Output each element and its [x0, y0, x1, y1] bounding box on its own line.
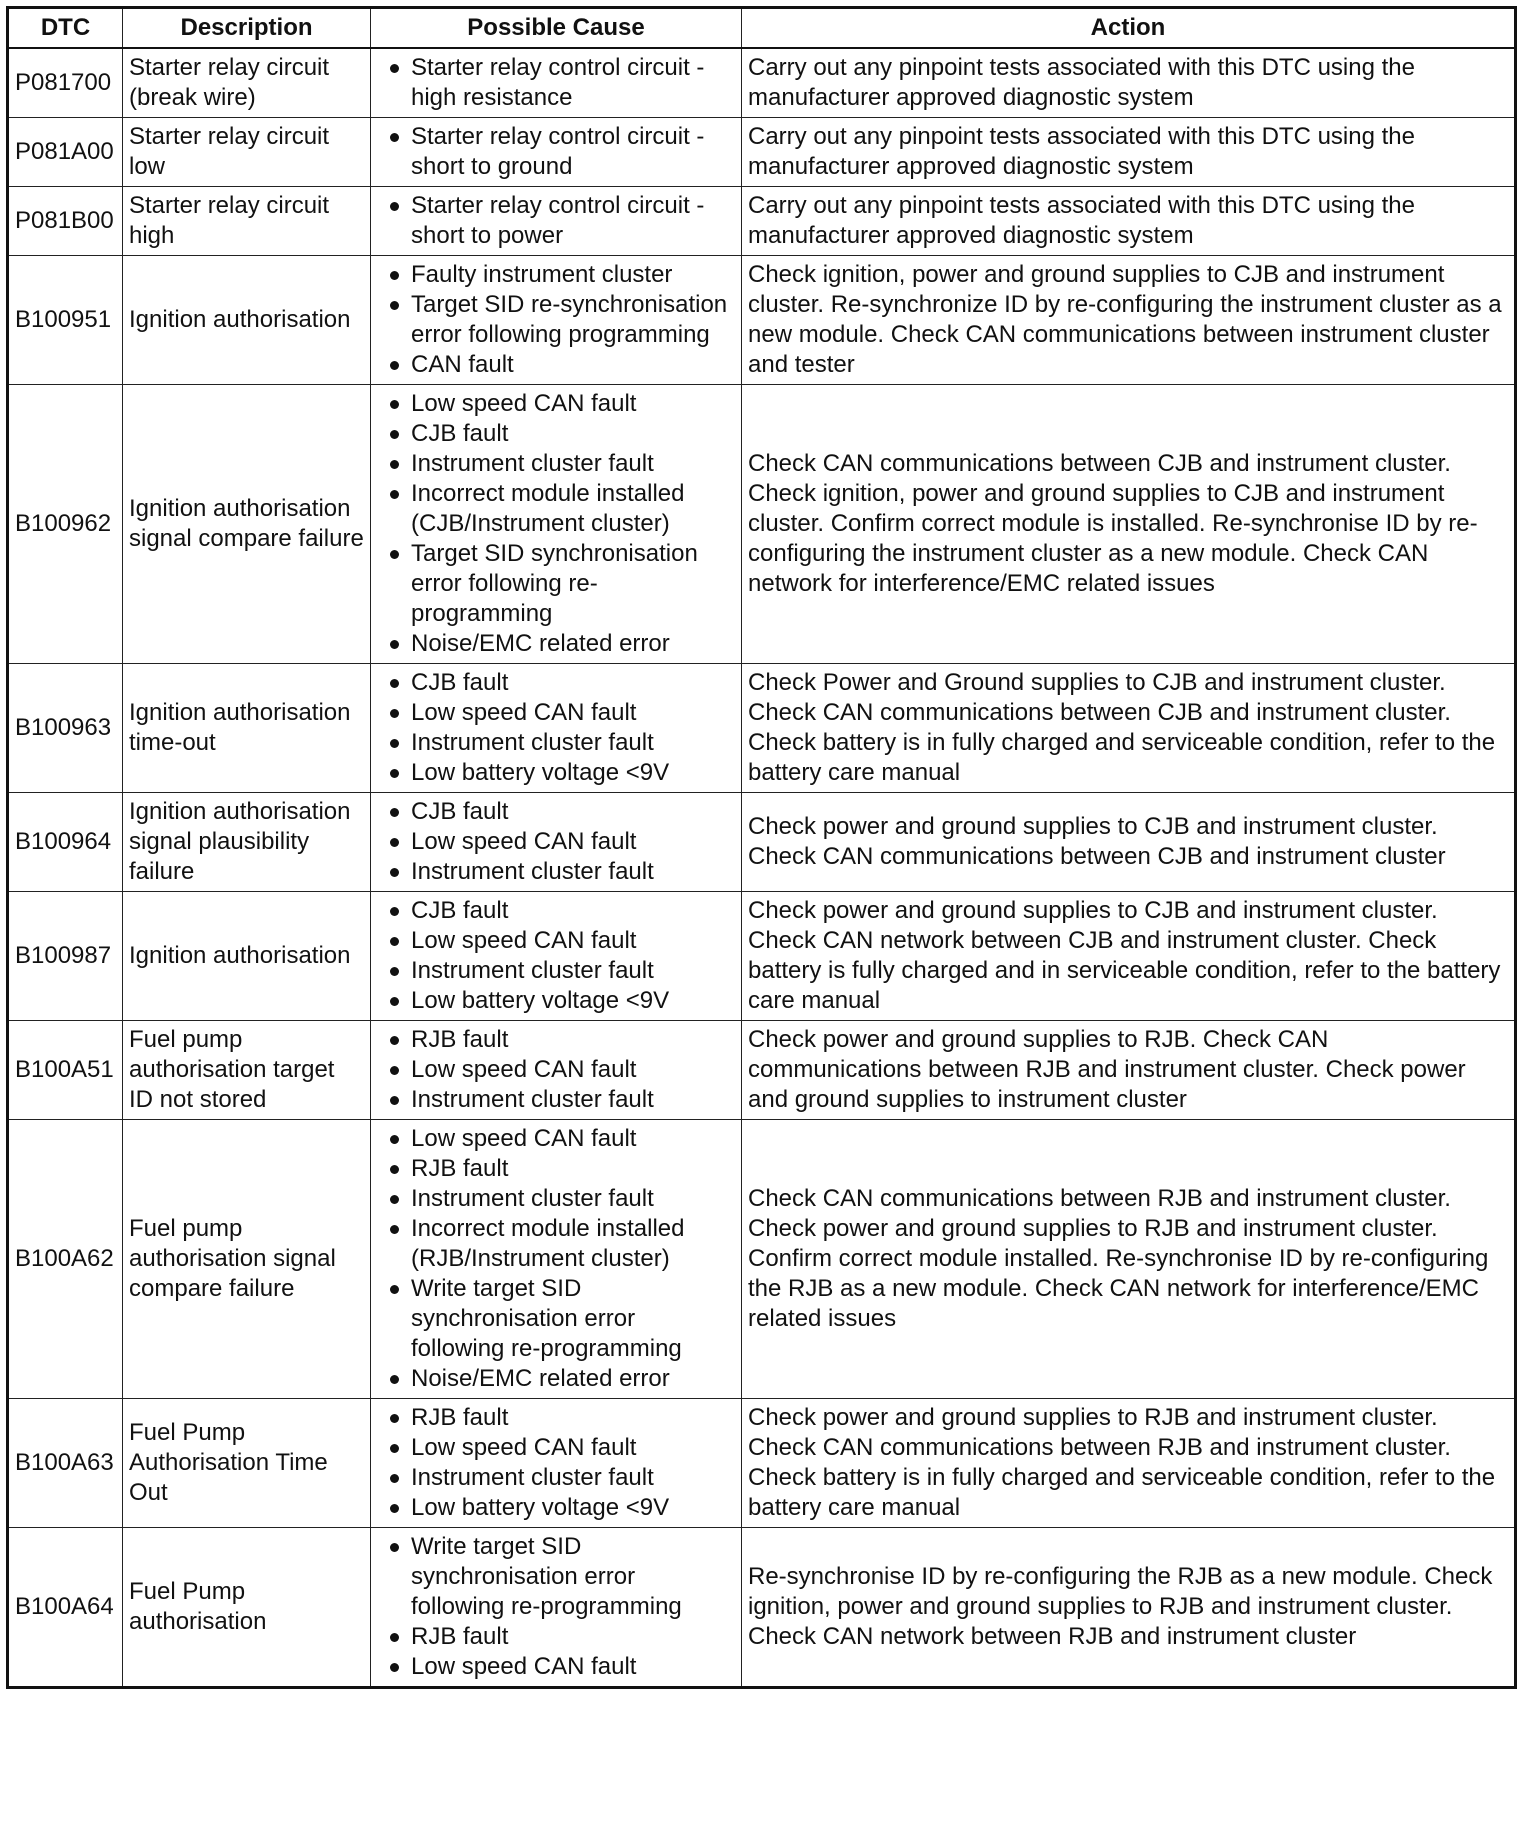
dtc-description: Starter relay circuit high	[123, 187, 371, 256]
dtc-code: P081B00	[8, 187, 123, 256]
cause-list	[377, 191, 735, 251]
dtc-description: Ignition authorisation	[123, 256, 371, 385]
dtc-description: Fuel Pump authorisation	[123, 1528, 371, 1688]
cause-item: CJB fault	[377, 419, 735, 449]
possible-cause-cell	[371, 385, 742, 664]
dtc-code: B100951	[8, 256, 123, 385]
dtc-description: Starter relay circuit low	[123, 118, 371, 187]
table-row	[8, 1120, 1516, 1399]
cause-list	[377, 53, 735, 113]
cause-item: Write target SID synchronisation error following re-programming	[377, 1274, 735, 1364]
table-row	[8, 256, 1516, 385]
cause-item: Starter relay control circuit - short to ground	[377, 122, 735, 182]
cause-item: Low speed CAN fault	[377, 1652, 735, 1682]
possible-cause-cell	[371, 48, 742, 118]
cause-item: Instrument cluster fault	[377, 956, 735, 986]
dtc-code: B100987	[8, 892, 123, 1021]
cause-list	[377, 668, 735, 788]
cause-item: CJB fault	[377, 797, 735, 827]
cause-item: Low speed CAN fault	[377, 1055, 735, 1085]
cause-item: Low battery voltage <9V	[377, 1493, 735, 1523]
table-row	[8, 385, 1516, 664]
cause-item: Instrument cluster fault	[377, 449, 735, 479]
possible-cause-cell	[371, 118, 742, 187]
action-text: Carry out any pinpoint tests associated with this DTC using the manufacturer approved diagnostic system	[742, 187, 1516, 256]
possible-cause-cell	[371, 793, 742, 892]
action-text: Re-synchronise ID by re-configuring the RJB as a new module. Check ignition, power and ground supplies to RJB and instrument cluster. Check CAN network between RJB and instrument cluster	[742, 1528, 1516, 1688]
cause-list	[377, 896, 735, 1016]
dtc-description: Ignition authorisation time-out	[123, 664, 371, 793]
dtc-code: B100A62	[8, 1120, 123, 1399]
dtc-table	[6, 6, 1517, 1689]
cause-item: Low speed CAN fault	[377, 827, 735, 857]
cause-item: Low speed CAN fault	[377, 698, 735, 728]
dtc-code: B100964	[8, 793, 123, 892]
action-text: Check ignition, power and ground supplies to CJB and instrument cluster. Re-synchronize ID by re-configuring the instrument cluster as a new module. Check CAN communications between instrument cluster and tester	[742, 256, 1516, 385]
dtc-code: B100A64	[8, 1528, 123, 1688]
cause-item: RJB fault	[377, 1403, 735, 1433]
action-text: Carry out any pinpoint tests associated with this DTC using the manufacturer approved diagnostic system	[742, 48, 1516, 118]
cause-item: Low speed CAN fault	[377, 1124, 735, 1154]
cause-list	[377, 1025, 735, 1115]
cause-item: Target SID re-synchronisation error following programming	[377, 290, 735, 350]
cause-item: Faulty instrument cluster	[377, 260, 735, 290]
cause-list	[377, 1532, 735, 1682]
table-row	[8, 187, 1516, 256]
action-text: Carry out any pinpoint tests associated with this DTC using the manufacturer approved diagnostic system	[742, 118, 1516, 187]
cause-item: Starter relay control circuit - high resistance	[377, 53, 735, 113]
cause-item: Instrument cluster fault	[377, 1085, 735, 1115]
possible-cause-cell	[371, 892, 742, 1021]
cause-item: Target SID synchronisation error following re-programming	[377, 539, 735, 629]
dtc-description: Ignition authorisation	[123, 892, 371, 1021]
cause-item: Low speed CAN fault	[377, 926, 735, 956]
table-row	[8, 48, 1516, 118]
possible-cause-cell	[371, 664, 742, 793]
table-row	[8, 1528, 1516, 1688]
cause-item: Noise/EMC related error	[377, 629, 735, 659]
table-row	[8, 1399, 1516, 1528]
action-text: Check power and ground supplies to CJB and instrument cluster. Check CAN communications between CJB and instrument cluster	[742, 793, 1516, 892]
cause-item: Low battery voltage <9V	[377, 986, 735, 1016]
cause-item: Low speed CAN fault	[377, 1433, 735, 1463]
cause-item: Low speed CAN fault	[377, 389, 735, 419]
table-row	[8, 1021, 1516, 1120]
table-row	[8, 793, 1516, 892]
possible-cause-cell	[371, 187, 742, 256]
possible-cause-cell	[371, 1021, 742, 1120]
dtc-code: P081700	[8, 48, 123, 118]
table-row	[8, 892, 1516, 1021]
cause-list	[377, 122, 735, 182]
dtc-description: Ignition authorisation signal compare failure	[123, 385, 371, 664]
cause-list	[377, 260, 735, 380]
action-text: Check CAN communications between CJB and instrument cluster. Check ignition, power and ground supplies to CJB and instrument cluster. Confirm correct module is installed. Re-synchronise ID by re-configuring the instrument cluster as a new module. Check CAN network for interference/EMC related issues	[742, 385, 1516, 664]
possible-cause-cell	[371, 256, 742, 385]
dtc-description: Starter relay circuit (break wire)	[123, 48, 371, 118]
cause-item: Low battery voltage <9V	[377, 758, 735, 788]
table-header-row	[8, 8, 1516, 49]
cause-list	[377, 1124, 735, 1394]
action-text: Check power and ground supplies to CJB and instrument cluster. Check CAN network between CJB and instrument cluster. Check battery is fully charged and in serviceable condition, refer to the battery care manual	[742, 892, 1516, 1021]
header-possible-cause: Possible Cause	[371, 8, 742, 49]
cause-item: CAN fault	[377, 350, 735, 380]
dtc-code: P081A00	[8, 118, 123, 187]
cause-item: Instrument cluster fault	[377, 1184, 735, 1214]
cause-item: Instrument cluster fault	[377, 1463, 735, 1493]
cause-item: Instrument cluster fault	[377, 857, 735, 887]
dtc-code: B100963	[8, 664, 123, 793]
dtc-description: Fuel Pump Authorisation Time Out	[123, 1399, 371, 1528]
cause-item: CJB fault	[377, 668, 735, 698]
possible-cause-cell	[371, 1399, 742, 1528]
table-row	[8, 664, 1516, 793]
action-text: Check Power and Ground supplies to CJB and instrument cluster. Check CAN communications between CJB and instrument cluster. Check battery is in fully charged and serviceable condition, refer to the battery care manual	[742, 664, 1516, 793]
cause-item: Incorrect module installed (RJB/Instrument cluster)	[377, 1214, 735, 1274]
action-text: Check CAN communications between RJB and instrument cluster. Check power and ground supplies to RJB and instrument cluster. Confirm correct module installed. Re-synchronise ID by re-configuring the RJB as a new module. Check CAN network for interference/EMC related issues	[742, 1120, 1516, 1399]
dtc-description: Fuel pump authorisation target ID not stored	[123, 1021, 371, 1120]
table-row	[8, 118, 1516, 187]
possible-cause-cell	[371, 1528, 742, 1688]
dtc-code: B100A51	[8, 1021, 123, 1120]
cause-list	[377, 797, 735, 887]
dtc-code: B100962	[8, 385, 123, 664]
cause-item: CJB fault	[377, 896, 735, 926]
dtc-description: Ignition authorisation signal plausibility failure	[123, 793, 371, 892]
table-body	[8, 48, 1516, 1688]
cause-item: Incorrect module installed (CJB/Instrument cluster)	[377, 479, 735, 539]
possible-cause-cell	[371, 1120, 742, 1399]
dtc-code: B100A63	[8, 1399, 123, 1528]
cause-item: Noise/EMC related error	[377, 1364, 735, 1394]
cause-item: Write target SID synchronisation error following re-programming	[377, 1532, 735, 1622]
action-text: Check power and ground supplies to RJB and instrument cluster. Check CAN communications between RJB and instrument cluster. Check battery is in fully charged and serviceable condition, refer to the battery care manual	[742, 1399, 1516, 1528]
dtc-description: Fuel pump authorisation signal compare failure	[123, 1120, 371, 1399]
cause-list	[377, 1403, 735, 1523]
header-action: Action	[742, 8, 1516, 49]
cause-item: RJB fault	[377, 1025, 735, 1055]
cause-list	[377, 389, 735, 659]
header-dtc: DTC	[8, 8, 123, 49]
cause-item: RJB fault	[377, 1622, 735, 1652]
cause-item: RJB fault	[377, 1154, 735, 1184]
cause-item: Instrument cluster fault	[377, 728, 735, 758]
cause-item: Starter relay control circuit - short to power	[377, 191, 735, 251]
header-description: Description	[123, 8, 371, 49]
action-text: Check power and ground supplies to RJB. Check CAN communications between RJB and instrument cluster. Check power and ground supplies to instrument cluster	[742, 1021, 1516, 1120]
